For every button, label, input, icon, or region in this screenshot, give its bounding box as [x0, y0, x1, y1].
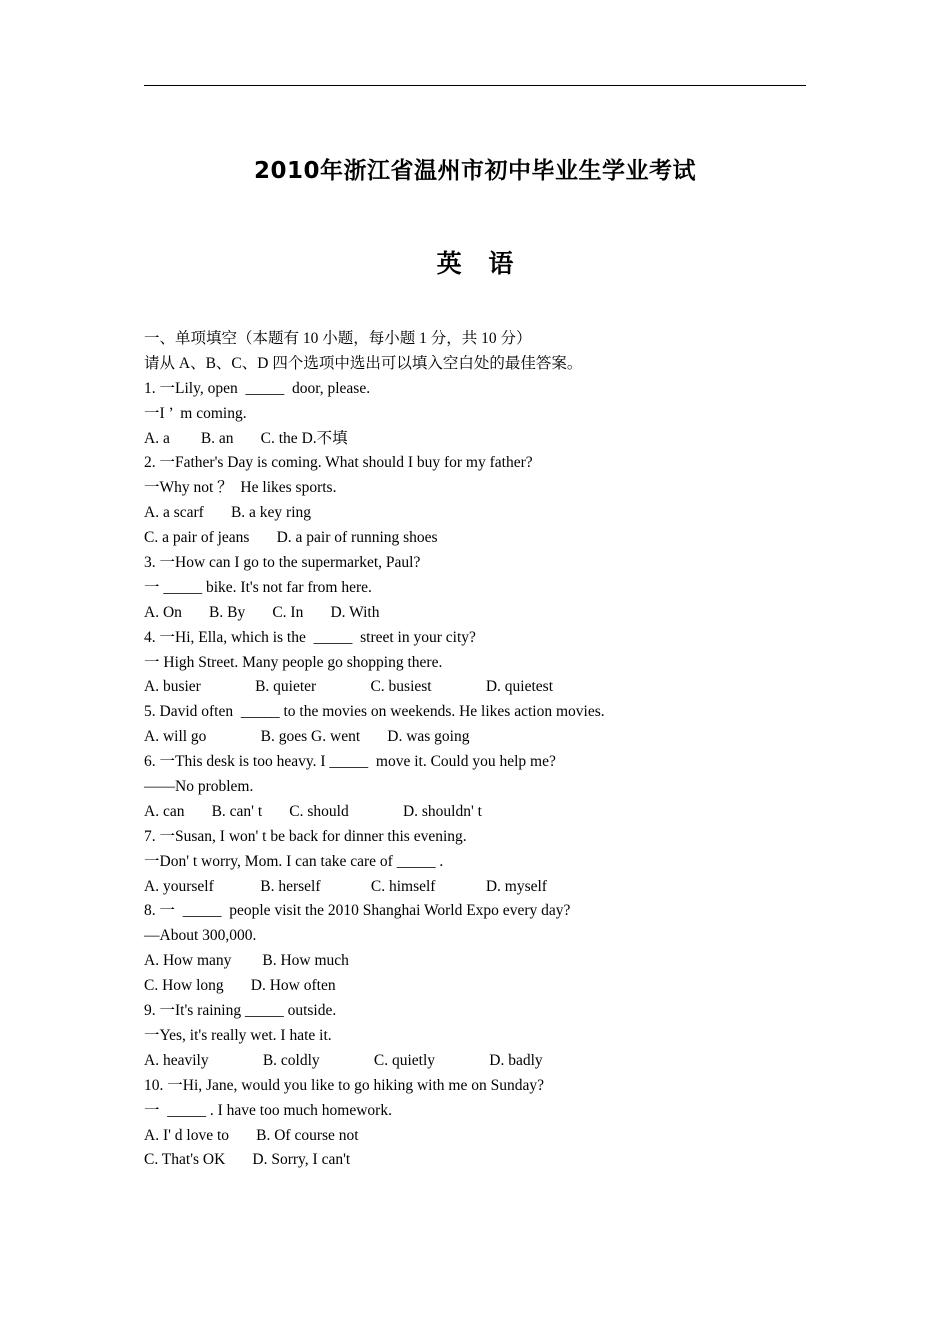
question-line: 7. 一Susan, I won' t be back for dinner this evening. [144, 827, 467, 845]
question-options: C. How long D. How often [144, 977, 336, 995]
question-line: 2. 一Father's Day is coming. What should I buy for my father? [144, 454, 533, 472]
section-instruction: 请从 A、B、C、D 四个选项中选出可以填入空白处的最佳答案。 [144, 354, 583, 372]
section-heading: 一、单项填空（本题有 10 小题，每小题 1 分，共 10 分） [144, 330, 532, 347]
question-options: A. How many B. How much [144, 952, 349, 970]
question-line: 8. 一 _____ people visit the 2010 Shanghai World Expo every day? [144, 902, 571, 920]
question-line: 一Why not ？ He likes sports. [144, 479, 337, 497]
subject-title: 英 语 [436, 249, 514, 278]
question-line: 3. 一How can I go to the supermarket, Paul? [144, 554, 421, 572]
question-line: 4. 一Hi, Ella, which is the _____ street in your city? [144, 628, 476, 646]
question-options: A. a B. an C. the D.不填 [144, 429, 348, 447]
question-options: A. yourself B. herself C. himself D. myself [144, 877, 547, 895]
question-options: A. I' d love to B. Of course not [144, 1126, 359, 1144]
question-line: ——No problem. [144, 778, 254, 796]
question-line: 9. 一It's raining _____ outside. [144, 1002, 337, 1020]
question-line: —About 300,000. [144, 927, 257, 945]
question-line: 一Don' t worry, Mom. I can take care of _____ . [144, 852, 444, 870]
question-options: A. will go B. goes G. went D. was going [144, 728, 470, 746]
top-rule [144, 85, 806, 86]
question-line: 一 High Street. Many people go shopping there. [144, 653, 443, 671]
question-line: 一 _____ bike. It's not far from here. [144, 578, 372, 596]
question-section [144, 327, 824, 1173]
question-options: C. a pair of jeans D. a pair of running shoes [144, 529, 438, 547]
exam-title: 2010年浙江省温州市初中毕业生学业考试 [253, 158, 696, 184]
question-options: A. On B. By C. In D. With [144, 603, 380, 621]
question-options: A. can B. can' t C. should D. shouldn' t [144, 802, 482, 820]
question-line: 1. 一Lily, open _____ door, please. [144, 379, 371, 397]
question-line: 一Yes, it's really wet. I hate it. [144, 1026, 332, 1044]
question-line: 10. 一Hi, Jane, would you like to go hiking with me on Sunday? [144, 1076, 544, 1094]
question-line: 5. David often _____ to the movies on weekends. He likes action movies. [144, 703, 605, 721]
question-options: A. heavily B. coldly C. quietly D. badly [144, 1051, 543, 1069]
question-line: 一I ’ m coming. [144, 404, 247, 422]
question-options: C. That's OK D. Sorry, I can't [144, 1151, 351, 1169]
question-options: A. a scarf B. a key ring [144, 504, 312, 522]
question-options: A. busier B. quieter C. busiest D. quietest [144, 678, 553, 696]
question-line: 一 _____ . I have too much homework. [144, 1101, 392, 1119]
question-line: 6. 一This desk is too heavy. I _____ move it. Could you help me? [144, 753, 556, 771]
